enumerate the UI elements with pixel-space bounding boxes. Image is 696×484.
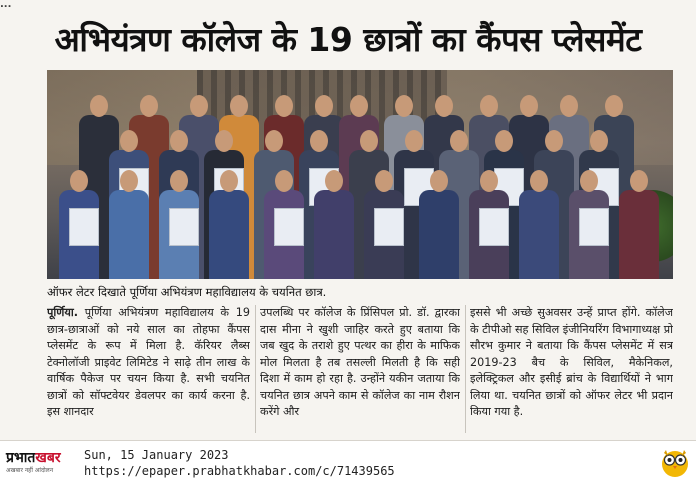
article-column-2: उपलब्धि पर कॉलेज के प्रिंसिपल प्रो. डॉ. द्वारका दास मीना ने खुशी जाहिर करते हुए बताया कि जब खुद के तराशे हुए पत्थर का हीरा के माफिक मोल मिलता है तब तसल्ली मिलती है कि सही दिशा में काम हो रहा है. उन्होंने यकीन जताया कि चयनित छात्र अपने काम से कॉलेज का नाम रौशन करेंगे और — [260, 306, 460, 418]
publish-date: Sun, 15 January 2023 — [84, 448, 229, 462]
photo-person-head — [395, 95, 413, 117]
offer-letter-paper — [274, 208, 304, 246]
photo-person-head — [560, 95, 578, 117]
photo-person-head — [315, 95, 333, 117]
photo-person-head — [90, 95, 108, 117]
headline: अभियंत्रण कॉलेज के 19 छात्रों का कैंपस प्लेसमेंट — [54, 20, 642, 59]
epaper-footer — [0, 440, 696, 484]
epaper-url[interactable]: https://epaper.prabhatkhabar.com/c/71439565 — [84, 464, 395, 478]
logo-tagline: अखबार नहीं आंदोलन — [6, 467, 54, 474]
photo-person-head — [495, 130, 513, 152]
offer-letter-paper — [374, 208, 404, 246]
photo-person — [109, 190, 149, 279]
photo-person — [419, 190, 459, 279]
photo-person-head — [220, 170, 238, 192]
logo-word-2: खबर — [35, 450, 61, 466]
photo-person-head — [275, 95, 293, 117]
offer-letter-paper — [479, 208, 509, 246]
offer-letter-paper — [579, 208, 609, 246]
photo-person-head — [230, 95, 248, 117]
photo-person — [209, 190, 249, 279]
photo-person-head — [360, 130, 378, 152]
photo-person-head — [435, 95, 453, 117]
photo-person-head — [215, 130, 233, 152]
group-photo — [47, 70, 673, 279]
photo-person-head — [120, 170, 138, 192]
photo-person-head — [605, 95, 623, 117]
photo-person-head — [70, 170, 88, 192]
photo-person-head — [480, 170, 498, 192]
photo-person — [619, 190, 659, 279]
photo-person — [314, 190, 354, 279]
column-text: पूर्णिया अभियंत्रण महाविद्यालय के 19 छात्र-छात्राओं को नये साल का तोहफा कैंपस प्लेसमेंट के रूप में मिला है. कॅरियर लैब्स टेक्नोलॉजी प्राइवेट लिमिटेड ने साढ़े तीन लाख के वार्षिक पैकेज पर चयन किया है. सभी चयनित छात्रों को सॉफ्टवेयर डेवलपर का कार्य करना है. इस शानदार — [47, 306, 250, 418]
photo-person-head — [265, 130, 283, 152]
photo-person-head — [275, 170, 293, 192]
dateline: पूर्णिया. — [47, 306, 78, 319]
article-column-3: इससे भी अच्छे सुअवसर उन्हें प्राप्त होंगे. कॉलेज के टीपीओ सह सिविल इंजीनियरिंग विभागाध्यक्ष प्रो सौरभ कुमार ने बताया कि कैंपस प्लेसमेंट में सत्र 2019-23 बैच के सिविल, मैकेनिकल, इलेक्ट्रिकल और इसीई ब्रांच के विद्यार्थियों ने भाग लिया था. चयनित छात्रों को ऑफर लेटर भी प्रदान किया गया है. — [470, 306, 673, 418]
photo-person-head — [630, 170, 648, 192]
photo-person-head — [375, 170, 393, 192]
photo-person-head — [350, 95, 368, 117]
offer-letter-paper — [69, 208, 99, 246]
photo-person-head — [450, 130, 468, 152]
photo-person-head — [170, 130, 188, 152]
epaper-meta — [84, 447, 564, 479]
cut-off-text: ... — [0, 0, 12, 10]
owl-icon — [658, 445, 692, 479]
offer-letter-paper — [169, 208, 199, 246]
photo-person-head — [530, 170, 548, 192]
photo-person-head — [545, 130, 563, 152]
article-column-1 — [47, 305, 250, 435]
photo-caption: ऑफर लेटर दिखाते पूर्णिया अभियंत्रण महाविद्यालय के चयनित छात्र. — [47, 285, 327, 299]
photo-person-head — [520, 95, 538, 117]
photo-person — [519, 190, 559, 279]
logo-word-1: प्रभात — [6, 450, 36, 466]
article-body — [47, 305, 673, 435]
logo-wordmark — [6, 449, 78, 467]
photo-person-head — [325, 170, 343, 192]
photo-person-head — [140, 95, 158, 117]
photo-person-head — [310, 130, 328, 152]
photo-person-head — [590, 130, 608, 152]
photo-person-head — [170, 170, 188, 192]
photo-person-head — [190, 95, 208, 117]
photo-person-head — [580, 170, 598, 192]
photo-person-head — [430, 170, 448, 192]
photo-person-head — [480, 95, 498, 117]
prabhat-khabar-logo[interactable] — [6, 449, 78, 477]
photo-person-head — [120, 130, 138, 152]
photo-person-head — [405, 130, 423, 152]
